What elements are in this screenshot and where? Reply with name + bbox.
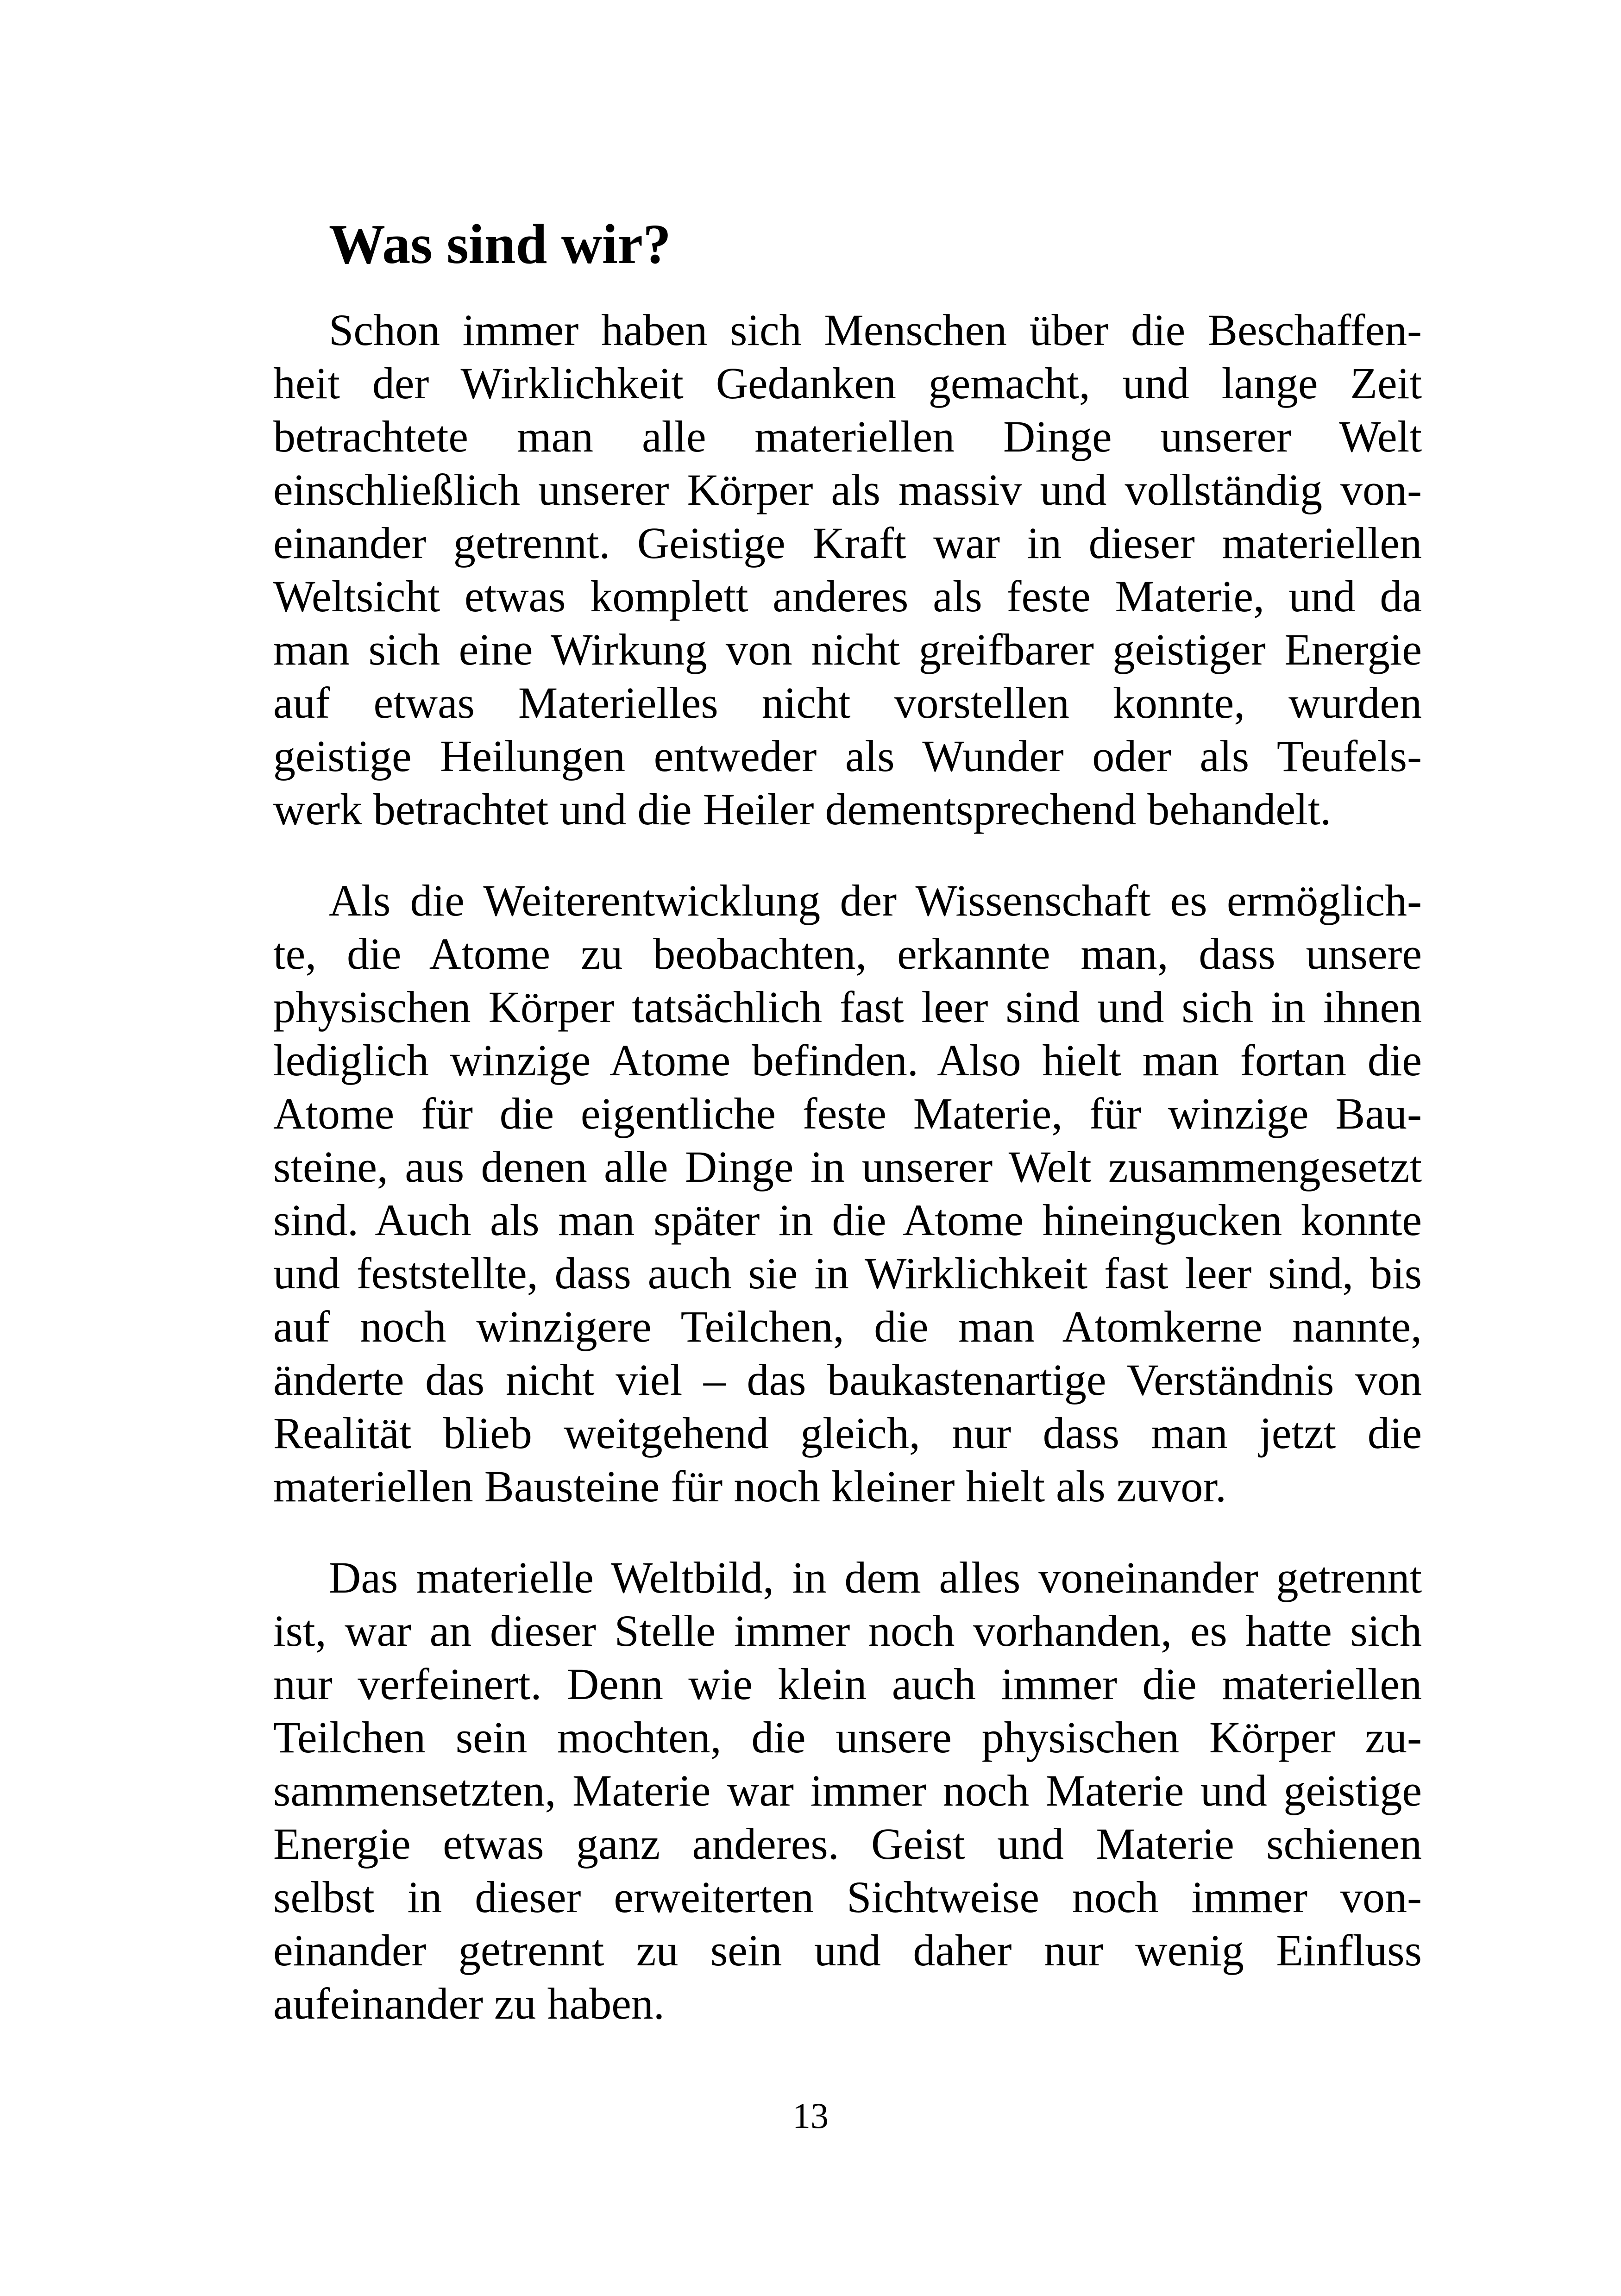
text-line: nur verfeinert. Denn wie klein auch immer die materiellen [273, 1659, 1422, 1709]
text-line: physischen Körper tatsächlich fast leer sind und sich in ihnen [273, 982, 1422, 1032]
text-line: und feststellte, dass auch sie in Wirklichkeit fast leer sind, bis [273, 1248, 1422, 1298]
text-line: Atome für die eigentliche feste Materie, für winzige Bau- [273, 1089, 1422, 1138]
text-line: ist, war an dieser Stelle immer noch vorhanden, es hatte sich [273, 1606, 1422, 1656]
text-line: sammensetzten, Materie war immer noch Materie und geistige [273, 1766, 1422, 1815]
text-line: man sich eine Wirkung von nicht greifbarer geistiger Energie [273, 625, 1422, 674]
text-line: steine, aus denen alle Dinge in unserer Welt zusammengesetzt [273, 1142, 1422, 1192]
chapter-heading: Was sind wir? [329, 213, 671, 276]
text-line: Weltsicht etwas komplett anderes als feste Materie, und da [273, 571, 1422, 621]
text-line: auf etwas Materielles nicht vorstellen konnte, wurden [273, 678, 1422, 728]
text-line: Schon immer haben sich Menschen über die Beschaffen- [329, 305, 1422, 355]
paragraph [273, 874, 1422, 1513]
paragraph [273, 303, 1422, 836]
text-line: selbst in dieser erweiterten Sichtweise noch immer von- [273, 1872, 1422, 1922]
text-line: Energie etwas ganz anderes. Geist und Materie schienen [273, 1819, 1422, 1869]
text-line: einander getrennt. Geistige Kraft war in dieser materiellen [273, 518, 1422, 568]
body-text [273, 303, 1422, 2068]
text-line: Als die Weiterentwicklung der Wissenschaft es ermöglich- [329, 876, 1422, 925]
text-line: einschließlich unserer Körper als massiv und vollständig von- [273, 465, 1422, 514]
text-line: geistige Heilungen entweder als Wunder oder als Teufels- [273, 731, 1422, 781]
text-line: betrachtete man alle materiellen Dinge unserer Welt [273, 412, 1422, 461]
text-line: werk betrachtet und die Heiler dementsprechend behandelt. [273, 784, 1332, 834]
text-line: sind. Auch als man später in die Atome hineingucken konnte [273, 1195, 1422, 1245]
text-line: aufeinander zu haben. [273, 1979, 665, 2028]
text-line: auf noch winzigere Teilchen, die man Atomkerne nannte, [273, 1302, 1422, 1351]
text-line: Realität blieb weitgehend gleich, nur dass man jetzt die [273, 1408, 1422, 1458]
paragraph [273, 1551, 1422, 2030]
text-line: änderte das nicht viel – das baukastenartige Verständnis von [273, 1355, 1422, 1405]
text-line: einander getrennt zu sein und daher nur wenig Einfluss [273, 1926, 1422, 1975]
text-line: Das materielle Weltbild, in dem alles voneinander getrennt [329, 1553, 1422, 1602]
text-line: heit der Wirklichkeit Gedanken gemacht, und lange Zeit [273, 358, 1422, 408]
text-line: te, die Atome zu beobachten, erkannte man, dass unsere [273, 929, 1422, 979]
text-line: materiellen Bausteine für noch kleiner hielt als zuvor. [273, 1462, 1226, 1511]
page-number: 13 [792, 2095, 829, 2136]
text-line: Teilchen sein mochten, die unsere physischen Körper zu- [273, 1713, 1422, 1762]
text-line: lediglich winzige Atome befinden. Also hielt man fortan die [273, 1035, 1422, 1085]
